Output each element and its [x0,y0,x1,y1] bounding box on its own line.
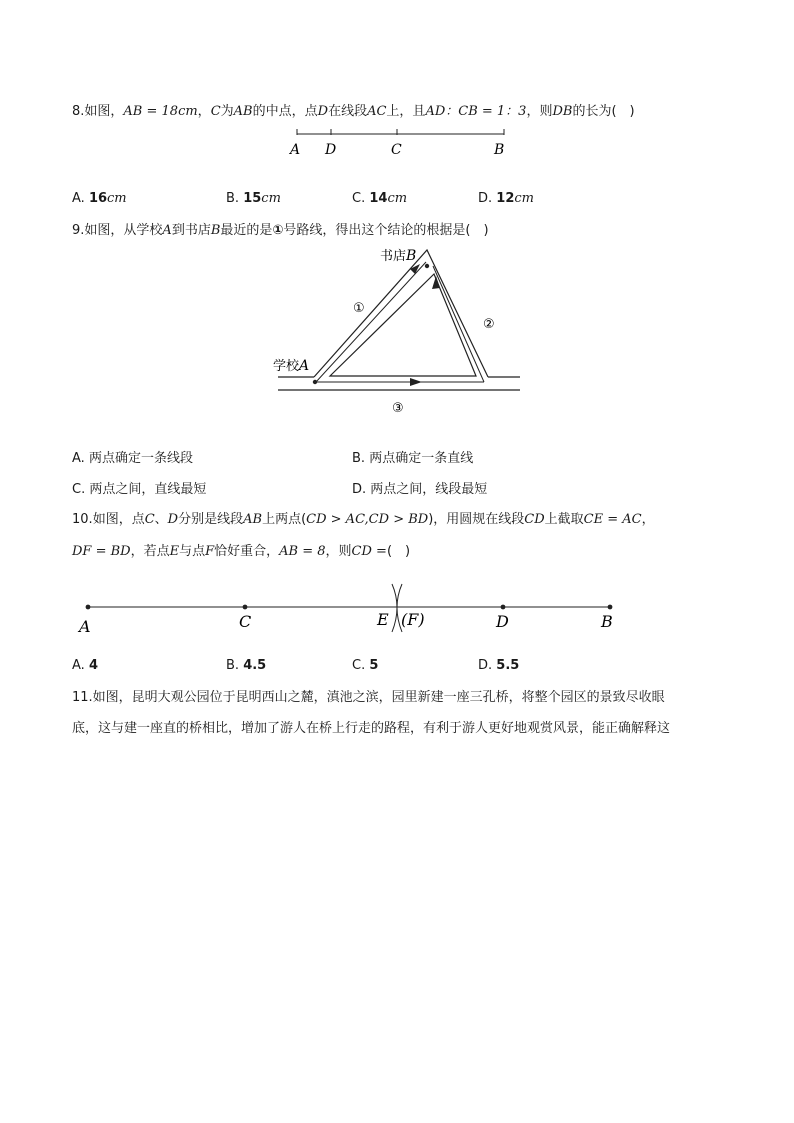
q8-stem: 8.如图，AB = 18cm，C为AB的中点，点D在线段AC上，且AD：CB = 1：3，则DB的长为( ) [72,104,635,119]
point-a [313,380,317,384]
point-b [425,264,429,268]
q10-option-a[interactable]: A. 4 [72,658,98,673]
q11-stem-line1: 11.如图，昆明大观公园位于昆明西山之麓，滇池之滨，园里新建一座三孔桥，将整个园区的景致尽收眼 [72,690,665,705]
point-a [86,605,91,610]
q9-number: 9. [72,223,85,238]
q8-option-a[interactable]: A. 16cm [72,191,127,206]
q10-option-d[interactable]: D. 5.5 [478,658,520,673]
label-route-2: ② [483,317,495,332]
q9-option-c[interactable]: C. 两点之间，直线最短 [72,482,207,497]
route-3-arrow [410,378,422,386]
point-d [501,605,506,610]
label-e: E [377,610,389,629]
label-d: D [325,142,337,158]
point-b [608,605,613,610]
label-bookstore: 书店B [380,248,417,264]
q8-option-d[interactable]: D. 12cm [478,191,534,206]
label-b: B [601,612,613,631]
label-school: 学校A [273,358,310,374]
label-route-3: ③ [392,401,404,416]
label-d: D [496,612,509,631]
label-c: C [239,612,252,631]
label-route-1: ① [353,301,365,316]
label-b: B [494,142,505,158]
q10-option-c[interactable]: C. 5 [352,658,379,673]
route-2-path [433,266,484,382]
label-a: A [290,142,301,158]
q8-option-c[interactable]: C. 14cm [352,191,408,206]
q11-stem-line2: 底，这与建一座直的桥相比，增加了游人在桥上行走的路程，有利于游人更好地观赏风景，能正确解释这 [72,721,671,736]
label-f: (F) [401,610,425,629]
q9-stem: 9.如图，从学校A到书店B最近的是①号路线，得出这个结论的根据是( ) [72,223,489,238]
q10-stem-line2: DF = BD，若点E与点F恰好重合，AB = 8，则CD =( ) [72,544,411,559]
q9-option-d[interactable]: D. 两点之间，线段最短 [352,482,488,497]
q9-route-figure [270,244,530,420]
label-a: A [79,617,91,636]
arc-from-c [392,584,397,632]
road-inner [330,274,476,376]
road-outer [314,250,488,377]
route-1-path [316,262,426,382]
point-c [243,605,248,610]
q10-option-b[interactable]: B. 4.5 [226,658,267,673]
label-c: C [391,142,402,158]
q8-segment-figure [280,124,520,164]
q8-number: 8. [72,104,85,119]
q10-stem-line1: 10.如图，点C、D分别是线段AB上两点(CD > AC,CD > BD)，用圆规在线段CD上截取CE = AC， [72,512,655,527]
q9-option-a[interactable]: A. 两点确定一条线段 [72,451,193,466]
route-1-arrow [410,264,420,274]
q10-segment-figure [70,578,630,638]
q9-option-b[interactable]: B. 两点确定一条直线 [352,451,474,466]
q10-number: 10. [72,512,93,527]
q8-option-b[interactable]: B. 15cm [226,191,281,206]
